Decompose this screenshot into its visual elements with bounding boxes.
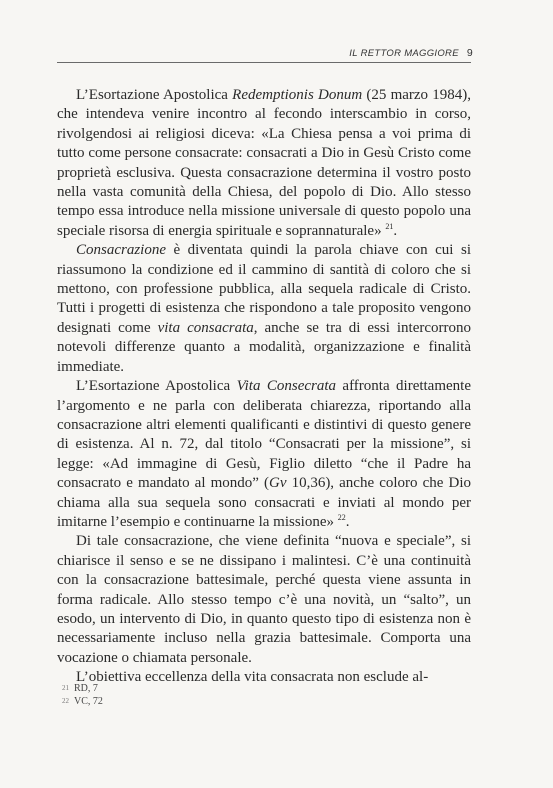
text-run: affronta direttamente l’argomento e ne parla con deliberata chiarezza, riportando alla consacrazione altri elementi qualificanti e distintivi di questo genere di esistenza. Al n. 72, dal titolo “Consacrati per la missione”, si legge: «Ad immagine di Gesù, Figlio diletto “che il Padre ha consacrato e mandato al mondo” ( (57, 378, 471, 492)
text-run: 10,36), anche coloro che Dio chiama alla sua sequela sono consacrati e inviati al mondo per imitarne l’esempio e continuarne la missione» (57, 475, 471, 530)
footnote-text: RD, 7 (74, 683, 98, 694)
text-run: L’obiettiva eccellenza della vita consacrata non esclude al- (76, 669, 429, 686)
text-run: Di tale consacrazione, che viene definita “nuova e speciale”, si chiarisce il senso e se ne dissipano i malintesi. C’è una continuità con la consacrazione battesimale, perché questa viene assunta in forma radicale. Allo stesso tempo c’è una novità, un “salto”, un esodo, un intervento di Dio, in quanto questo tipo di esistenza non è necessariamente incluso nella grazia battesimale. Comporta una vocazione o chiamata personale. (57, 533, 471, 666)
italic-text: Gv (268, 475, 287, 492)
text-run: (25 marzo 1984), che intendeva venire incontro al fecondo interscambio in corso, rivolgendosi ai religiosi diceva: «La Chiesa pensa a voi prima di tutto come persone consacrate: consacrati a Dio in Gesù Cristo come proprietà esclusiva. Questa consacrazione determina il vostro posto nella vasta comunità della Chiesa, del popolo di Dio. Allo stesso tempo essa introduce nella missione universale di questo popolo una speciale risorsa di energia spirituale e soprannaturale» (57, 87, 472, 239)
text-run: , anche se tra di essi intercorrono notevoli differenze quanto a modalità, organizzazione e finalità immediate. (57, 319, 471, 375)
text-run: . (345, 513, 350, 530)
paragraph (57, 668, 471, 687)
footnotes (62, 682, 103, 708)
page-number: 9 (466, 47, 473, 59)
text-run: L’Esortazione Apostolica (76, 87, 233, 103)
paragraph (57, 377, 471, 532)
running-head-title: IL RETTOR MAGGIORE (349, 48, 459, 59)
footnote-number: 22 (62, 697, 69, 705)
paragraph (57, 532, 471, 668)
body-text (57, 86, 471, 688)
paragraph (57, 241, 471, 377)
footnote (62, 695, 103, 708)
italic-text: Consacrazione (76, 242, 166, 259)
text-run: L’Esortazione Apostolica (76, 378, 237, 395)
footnote-number: 21 (62, 684, 69, 692)
footnote-text: VC, 72 (74, 696, 103, 707)
italic-text: vita consacrata (157, 319, 254, 336)
running-head (349, 47, 473, 59)
footnote-ref: 22 (337, 512, 346, 522)
footnote-ref: 21 (385, 221, 394, 231)
header-rule (57, 62, 471, 63)
footnote (62, 682, 103, 695)
paragraph (57, 86, 471, 241)
italic-text: Redemptionis Donum (232, 87, 363, 103)
text-run: è diventata quindi la parola chiave con cui si riassumono la condizione ed il cammino di santità di coloro che si mettono, con professione pubblica, alla sequela radicale di Cristo. Tutti i progetti di esistenza che rispondono a tale proposito vengono designati come (57, 242, 471, 336)
text-run: . (393, 222, 398, 239)
italic-text: Vita Consecrata (236, 378, 337, 395)
